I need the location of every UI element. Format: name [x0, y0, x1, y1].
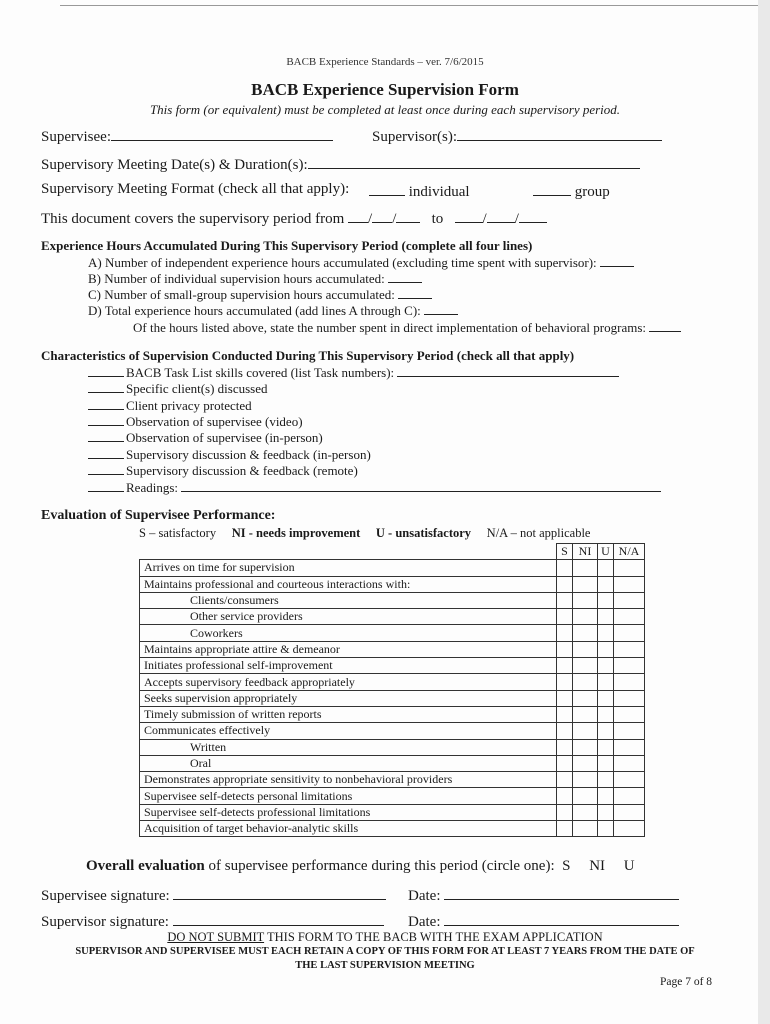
char-checkbox[interactable] — [88, 380, 124, 393]
table-row — [140, 690, 645, 706]
cell-na[interactable] — [614, 576, 645, 592]
table-row — [140, 560, 645, 576]
overall-label: Overall evaluation — [86, 858, 205, 874]
cell-u[interactable] — [598, 674, 614, 690]
to-day[interactable] — [487, 208, 515, 223]
table-row — [140, 804, 645, 820]
row-label: Written — [140, 739, 557, 755]
cell-ni[interactable] — [573, 674, 598, 690]
hours-line-b[interactable] — [88, 271, 422, 287]
to-month[interactable] — [455, 208, 483, 223]
cell-na[interactable] — [614, 641, 645, 657]
cell-u[interactable] — [598, 788, 614, 804]
cell-na[interactable] — [614, 821, 645, 837]
legend-ni: NI - needs improvement — [231, 526, 361, 540]
col-ni: NI — [573, 544, 598, 560]
hours-d-blank[interactable] — [424, 303, 458, 315]
hours-a-blank[interactable] — [600, 255, 634, 267]
char-checkbox[interactable] — [88, 364, 124, 377]
cell-s[interactable] — [557, 723, 573, 739]
cell-na[interactable] — [614, 723, 645, 739]
table-row — [140, 592, 645, 608]
format-group-blank[interactable] — [533, 181, 571, 196]
cell-s[interactable] — [557, 788, 573, 804]
period-field[interactable]: This document covers the supervisory period from / / to / / — [41, 208, 547, 228]
supervisor-signature-line[interactable] — [173, 911, 384, 926]
cell-s[interactable] — [557, 609, 573, 625]
cell-ni[interactable] — [573, 560, 598, 576]
cell-na[interactable] — [614, 609, 645, 625]
hours-b-blank[interactable] — [388, 271, 422, 283]
row-label: Demonstrates appropriate sensitivity to nonbehavioral providers — [140, 772, 557, 788]
supervisee-label: Supervisee: — [41, 129, 111, 145]
from-month[interactable] — [348, 208, 368, 223]
meeting-format-label: Supervisory Meeting Format (check all that apply): — [41, 181, 350, 197]
format-individual-label: individual — [408, 184, 470, 200]
cell-na[interactable] — [614, 690, 645, 706]
hours-d-label: D) Total experience hours accumulated (add lines A through C): — [88, 303, 421, 318]
hours-line-c[interactable] — [88, 287, 432, 303]
hours-line-direct[interactable] — [133, 320, 681, 336]
format-individual-option[interactable] — [369, 181, 470, 201]
table-row — [140, 788, 645, 804]
supervisor-signature[interactable] — [41, 911, 384, 931]
row-label: Accepts supervisory feedback appropriately — [140, 674, 557, 690]
table-row — [140, 739, 645, 755]
date-label: Date: — [408, 888, 441, 904]
char-checkbox[interactable] — [88, 479, 124, 492]
date-label: Date: — [408, 914, 441, 930]
cell-na[interactable] — [614, 706, 645, 722]
cell-u[interactable] — [598, 609, 614, 625]
char-label: BACB Task List skills covered (list Task numbers): — [126, 365, 395, 380]
meeting-date-line[interactable] — [308, 154, 640, 169]
row-label: Seeks supervision appropriately — [140, 690, 557, 706]
cell-u[interactable] — [598, 706, 614, 722]
hours-c-blank[interactable] — [398, 287, 432, 299]
char-item[interactable] — [88, 413, 303, 430]
cell-ni[interactable] — [573, 788, 598, 804]
cell-u[interactable] — [598, 723, 614, 739]
cell-ni[interactable] — [573, 576, 598, 592]
cell-na[interactable] — [614, 788, 645, 804]
cell-s[interactable] — [557, 560, 573, 576]
row-label: Other service providers — [140, 609, 557, 625]
char-item[interactable] — [88, 380, 268, 397]
from-day[interactable] — [372, 208, 392, 223]
row-label: Acquisition of target behavior-analytic skills — [140, 821, 557, 837]
char-label: Specific client(s) discussed — [126, 381, 268, 396]
cell-s[interactable] — [557, 772, 573, 788]
cell-u[interactable] — [598, 690, 614, 706]
scan-edge-line — [60, 5, 760, 6]
from-year[interactable] — [396, 208, 420, 223]
cell-na[interactable] — [614, 755, 645, 771]
meeting-format-field — [41, 181, 349, 198]
format-group-label: group — [574, 184, 610, 200]
cell-na[interactable] — [614, 739, 645, 755]
row-label: Clients/consumers — [140, 592, 557, 608]
cell-u[interactable] — [598, 821, 614, 837]
scan-page-edge — [758, 0, 770, 1024]
characteristics-heading: Characteristics of Supervision Conducted During This Supervisory Period (check all that apply) — [41, 348, 575, 363]
hours-heading: Experience Hours Accumulated During This Supervisory Period (complete all four lines) — [41, 238, 533, 253]
table-row — [140, 772, 645, 788]
supervisor-field[interactable] — [372, 126, 662, 146]
cell-u[interactable] — [598, 658, 614, 674]
row-label: Supervisee self-detects professional limitations — [140, 804, 557, 820]
char-label: Client privacy protected — [126, 398, 252, 413]
row-label: Communicates effectively — [140, 723, 557, 739]
cell-u[interactable] — [598, 772, 614, 788]
supervisee-date[interactable] — [408, 885, 679, 905]
char-label: Readings: — [126, 480, 178, 495]
hours-c-label: C) Number of small-group supervision hours accumulated: — [88, 287, 395, 302]
format-group-option[interactable] — [533, 181, 610, 201]
cell-ni[interactable] — [573, 739, 598, 755]
col-u: U — [598, 544, 614, 560]
row-label: Coworkers — [140, 625, 557, 641]
period-from-label: This document covers the supervisory period from — [41, 211, 345, 227]
supervisee-signature[interactable] — [41, 885, 386, 905]
cell-u[interactable] — [598, 641, 614, 657]
cell-na[interactable] — [614, 592, 645, 608]
do-not-submit: DO NOT SUBMIT — [167, 930, 265, 944]
char-checkbox[interactable] — [88, 446, 124, 459]
supervisee-signature-label: Supervisee signature: — [41, 888, 170, 904]
row-label: Arrives on time for supervision — [140, 560, 557, 576]
cell-na[interactable] — [614, 560, 645, 576]
retain-notice-2: THE LAST SUPERVISION MEETING — [295, 960, 475, 971]
supervisor-line[interactable] — [457, 126, 662, 141]
cell-s[interactable] — [557, 690, 573, 706]
supervisor-date[interactable] — [408, 911, 679, 931]
cell-ni[interactable] — [573, 609, 598, 625]
cell-s[interactable] — [557, 804, 573, 820]
supervisee-field[interactable] — [41, 126, 333, 146]
period-to-label: to — [431, 211, 444, 227]
row-label: Timely submission of written reports — [140, 706, 557, 722]
char-checkbox[interactable] — [88, 397, 124, 410]
supervisee-line[interactable] — [111, 126, 333, 141]
hours-line-d[interactable] — [88, 303, 458, 319]
cell-ni[interactable] — [573, 592, 598, 608]
cell-ni[interactable] — [573, 625, 598, 641]
cell-u[interactable] — [598, 804, 614, 820]
col-na: N/A — [614, 544, 645, 560]
table-row — [140, 576, 645, 592]
cell-u[interactable] — [598, 576, 614, 592]
row-label: Initiates professional self-improvement — [140, 658, 557, 674]
overall-evaluation — [86, 858, 635, 875]
format-individual-blank[interactable] — [369, 181, 405, 196]
char-item[interactable] — [88, 397, 252, 414]
evaluation-heading: Evaluation of Supervisee Performance: — [41, 508, 276, 523]
cell-na[interactable] — [614, 625, 645, 641]
evaluation-table — [139, 543, 645, 837]
char-item[interactable] — [88, 429, 323, 446]
cell-ni[interactable] — [573, 723, 598, 739]
form-subtitle: This form (or equivalent) must be completed at least once during each supervisory period. — [149, 102, 621, 117]
legend-s: S – satisfactory — [139, 526, 217, 540]
supervisor-signature-label: Supervisor signature: — [41, 914, 169, 930]
to-year[interactable] — [519, 208, 547, 223]
table-row — [140, 625, 645, 641]
table-row — [140, 821, 645, 837]
char-item[interactable] — [88, 446, 371, 463]
cell-ni[interactable] — [573, 706, 598, 722]
char-checkbox[interactable] — [88, 462, 124, 475]
cell-s[interactable] — [557, 592, 573, 608]
cell-u[interactable] — [598, 755, 614, 771]
col-s: S — [557, 544, 573, 560]
char-item[interactable] — [88, 462, 358, 479]
table-row — [140, 609, 645, 625]
cell-na[interactable] — [614, 804, 645, 820]
supervisee-signature-line[interactable] — [173, 885, 386, 900]
table-row — [140, 641, 645, 657]
hours-direct-blank[interactable] — [649, 320, 681, 332]
row-label: Maintains professional and courteous interactions with: — [140, 576, 557, 592]
row-label: Oral — [140, 755, 557, 771]
cell-ni[interactable] — [573, 658, 598, 674]
meeting-date-label: Supervisory Meeting Date(s) & Duration(s): — [41, 157, 308, 173]
cell-na[interactable] — [614, 658, 645, 674]
cell-s[interactable] — [557, 641, 573, 657]
overall-options[interactable]: S NI U — [562, 858, 635, 874]
do-not-submit-notice — [0, 930, 770, 945]
cell-ni[interactable] — [573, 690, 598, 706]
cell-s[interactable] — [557, 658, 573, 674]
task-numbers-line[interactable] — [397, 365, 619, 377]
table-header-row — [140, 544, 645, 560]
cell-s[interactable] — [557, 674, 573, 690]
supervisor-label: Supervisor(s): — [372, 129, 457, 145]
table-row — [140, 723, 645, 739]
hours-direct-label: Of the hours listed above, state the number spent in direct implementation of behavioral programs: — [133, 320, 646, 335]
cell-s[interactable] — [557, 755, 573, 771]
cell-na[interactable] — [614, 772, 645, 788]
do-not-submit-rest: THIS FORM TO THE BACB WITH THE EXAM APPLICATION — [264, 930, 603, 944]
evaluation-legend — [139, 526, 590, 541]
cell-ni[interactable] — [573, 641, 598, 657]
cell-u[interactable] — [598, 592, 614, 608]
char-label: Observation of supervisee (video) — [126, 414, 303, 429]
legend-na: N/A – not applicable — [486, 526, 591, 540]
hours-a-label: A) Number of independent experience hours accumulated (excluding time spent with supervisor): — [88, 255, 597, 270]
cell-s[interactable] — [557, 706, 573, 722]
char-checkbox[interactable] — [88, 429, 124, 442]
cell-u[interactable] — [598, 739, 614, 755]
char-label: Supervisory discussion & feedback (in-person) — [126, 447, 371, 462]
char-item[interactable] — [88, 364, 619, 381]
page-number: Page 7 of 8 — [660, 976, 713, 988]
readings-line[interactable] — [181, 480, 661, 492]
cell-ni[interactable] — [573, 821, 598, 837]
supervisee-date-line[interactable] — [444, 885, 679, 900]
form-title: BACB Experience Supervision Form — [251, 80, 519, 99]
hours-line-a[interactable] — [88, 255, 634, 271]
char-label: Observation of supervisee (in-person) — [126, 430, 323, 445]
cell-ni[interactable] — [573, 804, 598, 820]
cell-ni[interactable] — [573, 755, 598, 771]
row-label: Maintains appropriate attire & demeanor — [140, 641, 557, 657]
table-row — [140, 674, 645, 690]
cell-s[interactable] — [557, 625, 573, 641]
cell-s[interactable] — [557, 821, 573, 837]
document-header: BACB Experience Standards – ver. 7/6/2015 — [286, 56, 484, 68]
char-label: Supervisory discussion & feedback (remote) — [126, 463, 358, 478]
meeting-date-field[interactable] — [41, 154, 640, 174]
cell-ni[interactable] — [573, 772, 598, 788]
row-label: Supervisee self-detects personal limitations — [140, 788, 557, 804]
cell-na[interactable] — [614, 674, 645, 690]
table-row — [140, 755, 645, 771]
supervisor-date-line[interactable] — [444, 911, 679, 926]
legend-u: U - unsatisfactory — [375, 526, 472, 540]
retain-notice: SUPERVISOR AND SUPERVISEE MUST EACH RETAIN A COPY OF THIS FORM FOR AT LEAST 7 YEARS FROM THE DATE OF — [75, 946, 695, 957]
cell-s[interactable] — [557, 739, 573, 755]
table-row — [140, 658, 645, 674]
table-row — [140, 706, 645, 722]
cell-s[interactable] — [557, 576, 573, 592]
cell-u[interactable] — [598, 560, 614, 576]
hours-b-label: B) Number of individual supervision hours accumulated: — [88, 271, 385, 286]
char-item[interactable] — [88, 479, 661, 496]
overall-text: of supervisee performance during this period (circle one): — [208, 858, 555, 874]
char-checkbox[interactable] — [88, 413, 124, 426]
header-blank — [140, 544, 557, 560]
cell-u[interactable] — [598, 625, 614, 641]
